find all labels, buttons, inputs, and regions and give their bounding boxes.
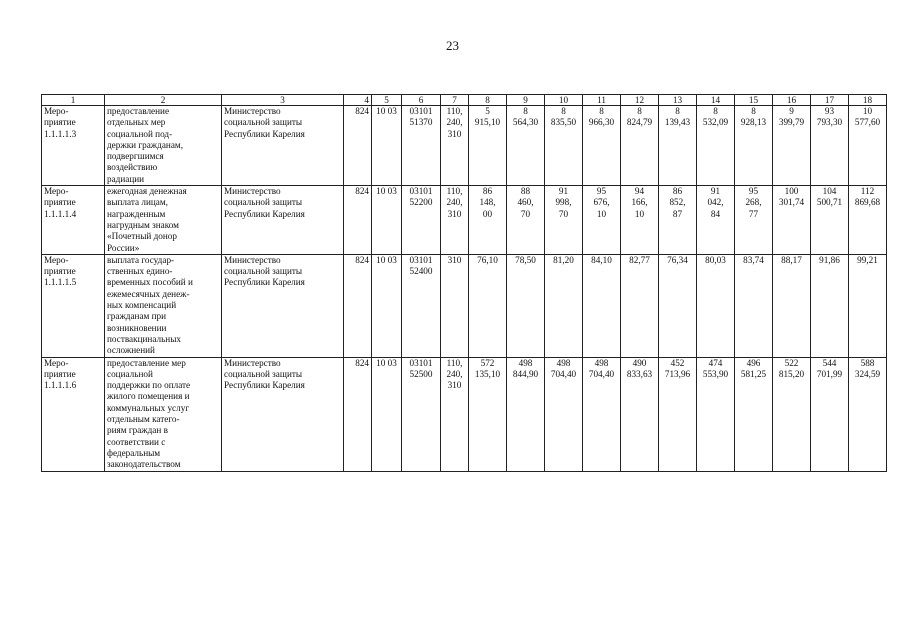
value-cell: 95 676, 10 [583,186,621,255]
expense-type-cell: 110, 240, 310 [441,106,469,186]
value-cell: 8 139,43 [659,106,697,186]
page-number: 23 [446,38,459,53]
value-cell: 112 869,68 [849,186,887,255]
value-cell: 496 581,25 [735,357,773,471]
section-code-cell: 10 03 [372,106,402,186]
table-row [42,106,887,186]
value-cell: 8 824,79 [621,106,659,186]
expense-type-cell: 110, 240, 310 [441,186,469,255]
value-cell: 91,86 [811,254,849,357]
value-cell: 8 564,30 [507,106,545,186]
value-cell: 82,77 [621,254,659,357]
value-cell: 5 915,10 [469,106,507,186]
value-cell: 76,34 [659,254,697,357]
value-cell: 452 713,96 [659,357,697,471]
value-cell: 84,10 [583,254,621,357]
header-cell: 4 [344,95,372,106]
value-cell: 86 852, 87 [659,186,697,255]
header-cell: 11 [583,95,621,106]
value-cell: 544 701,99 [811,357,849,471]
value-cell: 88 460, 70 [507,186,545,255]
value-cell: 490 833,63 [621,357,659,471]
executor-cell: Министерство социальной защиты Республики Карелия [222,357,344,471]
value-cell: 83,74 [735,254,773,357]
value-cell: 100 301,74 [773,186,811,255]
value-cell: 88,17 [773,254,811,357]
value-cell: 498 844,90 [507,357,545,471]
ministry-code-cell: 824 [344,357,372,471]
header-cell: 6 [402,95,441,106]
section-code-cell: 10 03 [372,357,402,471]
value-cell: 80,03 [697,254,735,357]
ministry-code-cell: 824 [344,254,372,357]
expense-type-cell: 310 [441,254,469,357]
header-cell: 1 [42,95,105,106]
value-cell: 8 928,13 [735,106,773,186]
header-cell: 2 [105,95,222,106]
expense-type-cell: 110, 240, 310 [441,357,469,471]
value-cell: 9 399,79 [773,106,811,186]
table-row [42,357,887,471]
value-cell: 498 704,40 [583,357,621,471]
section-code-cell: 10 03 [372,254,402,357]
target-article-cell: 03101 52500 [402,357,441,471]
header-cell: 7 [441,95,469,106]
header-cell: 5 [372,95,402,106]
table-row [42,254,887,357]
value-cell: 91 042, 84 [697,186,735,255]
value-cell: 99,21 [849,254,887,357]
value-cell: 86 148, 00 [469,186,507,255]
header-cell: 17 [811,95,849,106]
executor-cell: Министерство социальной защиты Республики Карелия [222,186,344,255]
description-cell: выплата государ- ственных едино- временных пособий и ежемесячных денеж- ных компенсаций гражданам при возникновении поствакцинальных осложнений [105,254,222,357]
value-cell: 94 166, 10 [621,186,659,255]
header-cell: 10 [545,95,583,106]
header-cell: 18 [849,95,887,106]
event-code-cell: Меро- приятие 1.1.1.1.5 [42,254,105,357]
target-article-cell: 03101 52200 [402,186,441,255]
executor-cell: Министерство социальной защиты Республики Карелия [222,254,344,357]
section-code-cell: 10 03 [372,186,402,255]
value-cell: 95 268, 77 [735,186,773,255]
description-cell: предоставление мер социальной поддержки по оплате жилого помещения и коммунальных услуг отдельным катего- риям граждан в соответствии с федеральным законодательством [105,357,222,471]
header-cell: 16 [773,95,811,106]
value-cell: 474 553,90 [697,357,735,471]
target-article-cell: 03101 52400 [402,254,441,357]
ministry-code-cell: 824 [344,106,372,186]
value-cell: 76,10 [469,254,507,357]
value-cell: 104 500,71 [811,186,849,255]
description-cell: предоставление отдельных мер социальной под- держки гражданам, подвергшимся воздействию радиации [105,106,222,186]
header-cell: 15 [735,95,773,106]
event-code-cell: Меро- приятие 1.1.1.1.4 [42,186,105,255]
event-code-cell: Меро- приятие 1.1.1.1.6 [42,357,105,471]
value-cell: 8 835,50 [545,106,583,186]
value-cell: 91 998, 70 [545,186,583,255]
header-cell: 8 [469,95,507,106]
value-cell: 522 815,20 [773,357,811,471]
header-cell: 14 [697,95,735,106]
value-cell: 588 324,59 [849,357,887,471]
value-cell: 78,50 [507,254,545,357]
header-cell: 9 [507,95,545,106]
executor-cell: Министерство социальной защиты Республики Карелия [222,106,344,186]
header-cell: 12 [621,95,659,106]
value-cell: 8 532,09 [697,106,735,186]
value-cell: 8 966,30 [583,106,621,186]
value-cell: 81,20 [545,254,583,357]
header-cell: 13 [659,95,697,106]
ministry-code-cell: 824 [344,186,372,255]
event-code-cell: Меро- приятие 1.1.1.1.3 [42,106,105,186]
value-cell: 93 793,30 [811,106,849,186]
target-article-cell: 03101 51370 [402,106,441,186]
header-cell: 3 [222,95,344,106]
budget-table [41,94,887,472]
value-cell: 498 704,40 [545,357,583,471]
table-header-row [42,95,887,106]
description-cell: ежегодная денежная выплата лицам, награжденным нагрудным знаком «Почетный донор России» [105,186,222,255]
table-row [42,186,887,255]
value-cell: 572 135,10 [469,357,507,471]
value-cell: 10 577,60 [849,106,887,186]
